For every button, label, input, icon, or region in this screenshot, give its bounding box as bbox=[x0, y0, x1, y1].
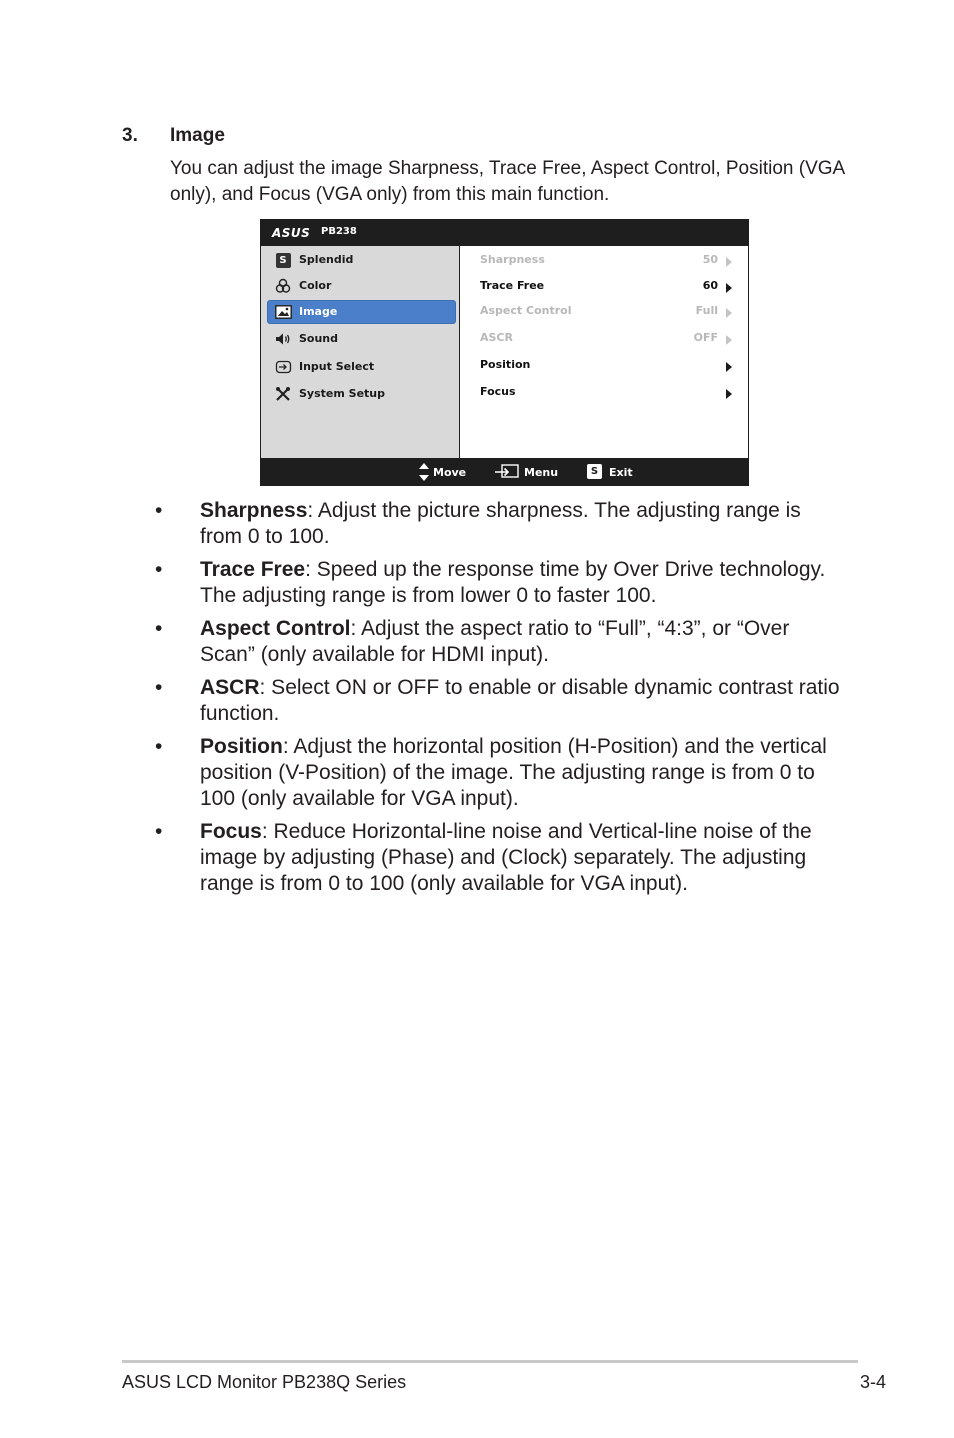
term: ASCR bbox=[200, 676, 260, 699]
list-item: • Position: Adjust the horizontal position (H-Position) and the vertical position (V-Position) of the image. The adjusting range is from 0 to 100 (only available for VGA input). bbox=[155, 735, 827, 810]
option-label: Focus bbox=[480, 385, 516, 398]
osd-main-menu bbox=[261, 246, 459, 458]
list-item: • ASCR: Select ON or OFF to enable or disable dynamic contrast ratio function. bbox=[155, 676, 840, 725]
list-item: • Aspect Control: Adjust the aspect ratio to “Full”, “4:3”, or “Over Scan” (only available for HDMI input). bbox=[155, 617, 790, 666]
term: Focus bbox=[200, 820, 262, 843]
term: Aspect Control bbox=[200, 617, 351, 640]
image-icon bbox=[274, 304, 292, 320]
section-number: 3. bbox=[122, 125, 138, 146]
splendid-s-icon: S bbox=[274, 252, 292, 268]
description: : Adjust the aspect ratio to “Full”, “4:3”, or “Over Scan” (only available for HDMI input). bbox=[200, 617, 790, 666]
osd-footer bbox=[260, 458, 749, 486]
list-item: • Trace Free: Speed up the response time by Over Drive technology. The adjusting range is from lower 0 to faster 100. bbox=[155, 558, 826, 607]
term: Trace Free bbox=[200, 558, 306, 581]
speaker-icon bbox=[274, 331, 292, 347]
menu-item-splendid[interactable] bbox=[261, 248, 459, 272]
feature-list bbox=[150, 498, 840, 904]
input-select-icon bbox=[274, 359, 292, 375]
description: : Adjust the picture sharpness. The adjusting range is from 0 to 100. bbox=[200, 499, 801, 548]
term: Sharpness bbox=[200, 499, 308, 522]
option-label: Trace Free bbox=[480, 279, 545, 292]
osd-submenu bbox=[460, 246, 748, 458]
option-label: Position bbox=[480, 358, 531, 371]
footer-menu-label: Menu bbox=[524, 466, 559, 479]
description: : Adjust the horizontal position (H-Position) and the vertical position (V-Position) of the image. The adjusting range is from 0 to 100 (only available for VGA input). bbox=[200, 735, 827, 810]
section-intro: You can adjust the image Sharpness, Trace Free, Aspect Control, Position (VGA only), and Focus (VGA only) from this main function. bbox=[170, 158, 845, 205]
list-item: • Sharpness: Adjust the picture sharpness. The adjusting range is from 0 to 100. bbox=[155, 499, 801, 548]
option-label: ASCR bbox=[480, 331, 513, 344]
menu-item-label: Color bbox=[299, 279, 332, 292]
menu-item-color[interactable] bbox=[261, 274, 459, 298]
arrow-right-icon bbox=[726, 257, 732, 267]
arrow-right-icon bbox=[726, 308, 732, 318]
option-value: Full bbox=[695, 304, 718, 317]
menu-item-label: Splendid bbox=[299, 253, 354, 266]
section-title: Image bbox=[170, 125, 225, 146]
up-down-arrow-icon bbox=[419, 463, 429, 485]
osd-header bbox=[260, 219, 749, 246]
option-value: 50 bbox=[702, 253, 718, 266]
option-position[interactable] bbox=[460, 354, 748, 376]
option-sharpness[interactable] bbox=[460, 249, 748, 271]
option-trace-free[interactable] bbox=[460, 275, 748, 297]
menu-item-sound[interactable] bbox=[261, 327, 459, 351]
color-icon bbox=[274, 278, 292, 294]
menu-item-label: Input Select bbox=[299, 360, 375, 373]
osd-screenshot bbox=[260, 219, 749, 486]
menu-item-image[interactable] bbox=[261, 300, 459, 324]
list-item: • Focus: Reduce Horizontal-line noise and Vertical-line noise of the image by adjusting (Phase) and (Clock) separately. The adjusting range is from 0 to 100 (only available for VGA input). bbox=[155, 820, 812, 895]
model-name: PB238 bbox=[321, 226, 357, 237]
arrow-right-icon bbox=[726, 335, 732, 345]
option-value: 60 bbox=[702, 279, 718, 292]
footer-exit-label: Exit bbox=[609, 466, 633, 479]
page-number: 3-4 bbox=[859, 1372, 886, 1392]
option-label: Aspect Control bbox=[480, 304, 572, 317]
menu-item-system-setup[interactable] bbox=[261, 382, 459, 406]
menu-item-label: Image bbox=[299, 305, 338, 318]
footer-move-label: Move bbox=[433, 466, 467, 479]
selection-highlight bbox=[267, 300, 456, 324]
footer-product-name: ASUS LCD Monitor PB238Q Series bbox=[122, 1372, 407, 1392]
description: : Select ON or OFF to enable or disable dynamic contrast ratio function. bbox=[200, 676, 840, 725]
menu-item-label: Sound bbox=[299, 332, 339, 345]
arrow-right-icon bbox=[726, 389, 732, 399]
asus-logo: ASUS bbox=[272, 226, 311, 240]
menu-item-input-select[interactable] bbox=[261, 355, 459, 379]
footer-divider bbox=[122, 1360, 858, 1363]
exit-s-key-icon: S bbox=[587, 464, 602, 479]
menu-enter-icon bbox=[494, 464, 520, 483]
option-aspect-control[interactable] bbox=[460, 300, 748, 322]
option-label: Sharpness bbox=[480, 253, 545, 266]
option-focus[interactable] bbox=[460, 381, 748, 403]
arrow-right-icon bbox=[726, 362, 732, 372]
tools-icon bbox=[274, 386, 292, 402]
option-ascr[interactable] bbox=[460, 327, 748, 349]
menu-item-label: System Setup bbox=[299, 387, 385, 400]
term: Position bbox=[200, 735, 283, 758]
arrow-right-icon bbox=[726, 283, 732, 293]
description: : Reduce Horizontal-line noise and Vertical-line noise of the image by adjusting (Phase) and (Clock) separately. The adjusting range is from 0 to 100 (only available for VGA input). bbox=[200, 820, 812, 895]
description: : Speed up the response time by Over Drive technology. The adjusting range is from lower 0 to faster 100. bbox=[200, 558, 826, 607]
option-value: OFF bbox=[693, 331, 718, 344]
